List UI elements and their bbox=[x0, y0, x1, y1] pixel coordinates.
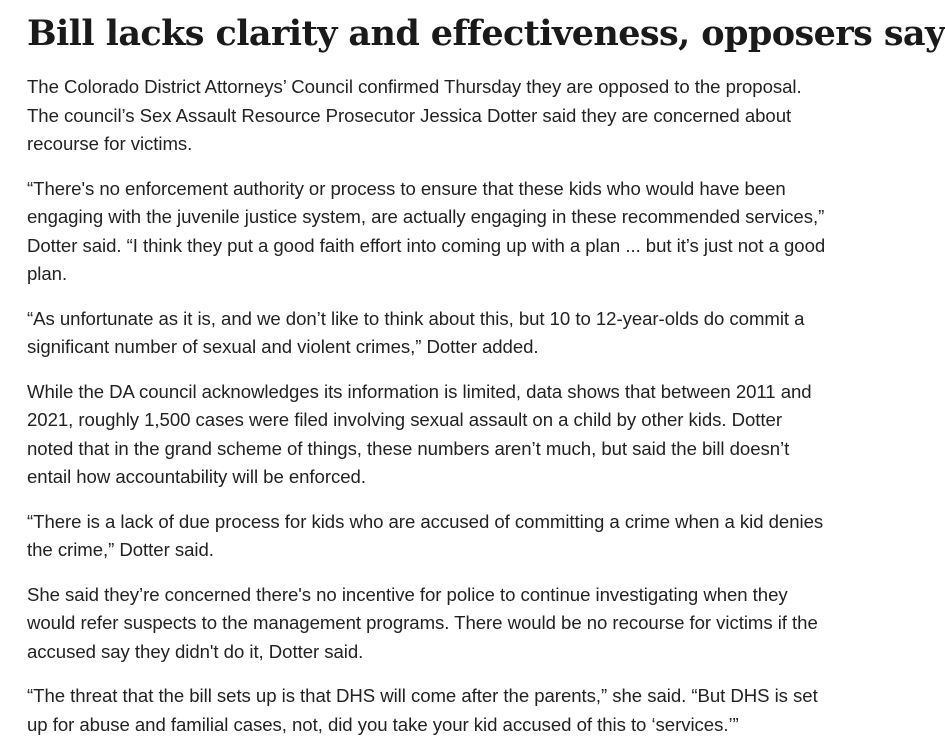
article-headline: Bill lacks clarity and effectiveness, opposers say bbox=[27, 13, 945, 54]
article-paragraph-6: She said they’re concerned there's no incentive for police to continue investigating when they would refer suspects to the management programs. There would be no recourse for victims if the accused say they didn't do it, Dotter said. bbox=[27, 583, 818, 662]
article-paragraph-2: “There's no enforcement authority or process to ensure that these kids who would have been engaging with the juvenile justice system, are actually engaging in these recommended services,” Dotter said. “I think they put a good faith effort into coming up with a plan ... but it’s just not a good plan. bbox=[27, 177, 826, 284]
article-paragraph-4: While the DA council acknowledges its information is limited, data shows that between 2011 and 2021, roughly 1,500 cases were filed involving sexual assault on a child by other kids. Dotter noted that in the grand scheme of things, these numbers aren’t much, but said the bill doesn’t entail how accountability will be enforced. bbox=[27, 380, 812, 487]
article-paragraph-1: The Colorado District Attorneys’ Council confirmed Thursday they are opposed to the proposal. The council’s Sex Assault Resource Prosecutor Jessica Dotter said they are concerned about recourse for victims. bbox=[27, 76, 802, 154]
article-paragraph-5: “There is a lack of due process for kids who are accused of committing a crime when a kid denies the crime,” Dotter said. bbox=[27, 510, 824, 560]
article-body bbox=[27, 0, 945, 739]
article-paragraph-3: “As unfortunate as it is, and we don’t like to think about this, but 10 to 12-year-olds do commit a significant number of sexual and violent crimes,” Dotter added. bbox=[27, 307, 805, 357]
article-paragraph-7: “The threat that the bill sets up is that DHS will come after the parents,” she said. “But DHS is set up for abuse and familial cases, not, did you take your kid accused of this to ‘services.’” bbox=[27, 685, 818, 735]
